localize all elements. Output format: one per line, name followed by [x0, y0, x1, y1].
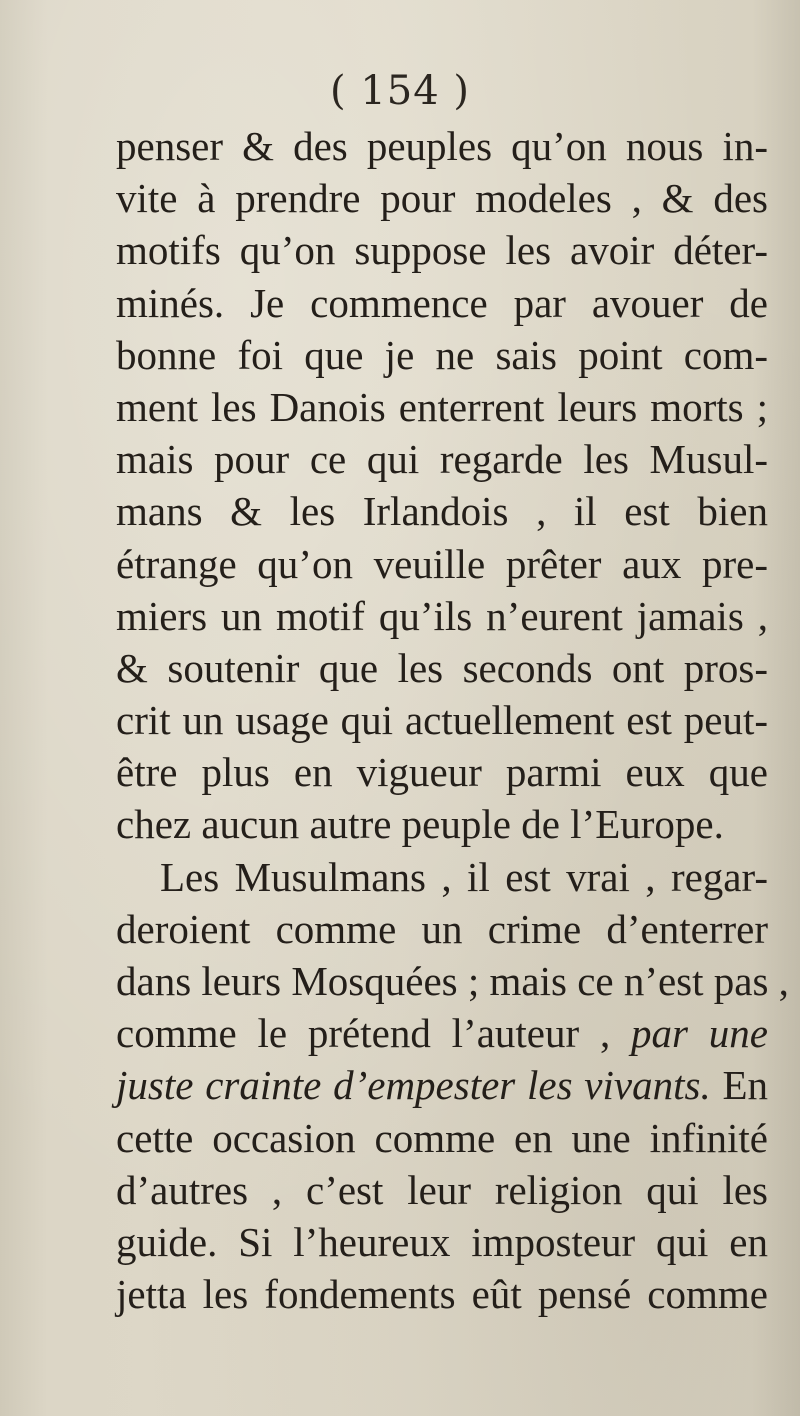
text-line: mans & les Irlandois , il est bien — [116, 488, 768, 535]
text-line — [116, 1059, 768, 1111]
text-line: chez aucun autre peuple de l’Europe. — [116, 801, 724, 848]
text-line: crit un usage qui actuellement est peut- — [116, 697, 768, 744]
text-line: Les Musulmans , il est vrai , regar- — [160, 853, 768, 900]
text-segment: En — [722, 1062, 769, 1109]
text-line — [116, 1007, 768, 1059]
text-line: mais pour ce qui regarde les Musul- — [116, 436, 768, 483]
page-number: ( 154 ) — [330, 68, 470, 114]
italic-segment: juste crainte d’empester les vivants. — [116, 1062, 711, 1109]
italic-segment: par une — [631, 1010, 768, 1057]
text-line: vite à prendre pour modeles , & des — [116, 175, 768, 222]
text-line: guide. Si l’heureux imposteur qui en — [116, 1218, 768, 1265]
text-line: dans leurs Mosquées ; mais ce n’est pas , — [116, 958, 789, 1004]
text-line: minés. Je commence par avouer de — [116, 279, 768, 326]
text-line: bonne foi que je ne sais point com- — [116, 331, 768, 378]
text-line: cette occasion comme en une infinité — [116, 1114, 768, 1161]
text-line: deroient comme un crime d’enterrer — [116, 905, 768, 952]
text-line: d’autres , c’est leur religion qui les — [116, 1166, 768, 1213]
body-text — [116, 120, 789, 1320]
text-line: ment les Danois enterrent leurs morts ; — [116, 383, 768, 430]
text-line: être plus en vigueur parmi eux que — [116, 749, 768, 796]
text-segment: comme le prétend l’auteur , — [116, 1010, 611, 1057]
text-line: motifs qu’on suppose les avoir déter- — [116, 227, 768, 274]
text-line: miers un motif qu’ils n’eurent jamais , — [116, 592, 768, 639]
text-line: penser & des peuples qu’on nous in- — [116, 123, 768, 169]
text-line: jetta les fondements eût pensé comme — [116, 1271, 768, 1318]
text-line: & soutenir que les seconds ont pros- — [116, 644, 768, 691]
text-line: étrange qu’on veuille prêter aux pre- — [116, 540, 768, 587]
